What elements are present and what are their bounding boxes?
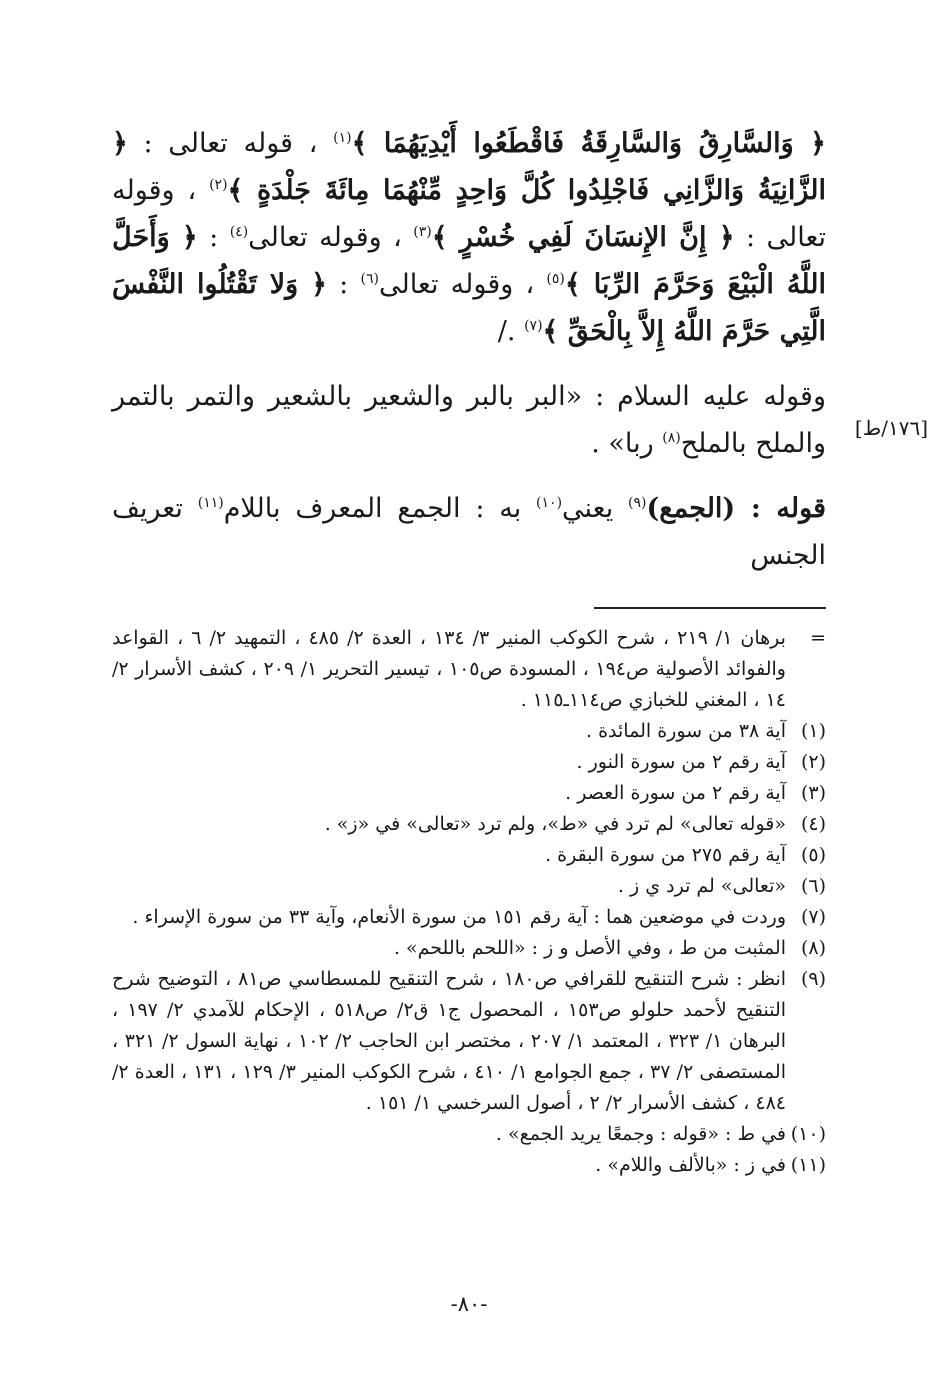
footnote-number: (٢) (800, 751, 826, 773)
footnote-number: (١) (800, 720, 826, 742)
main-text (112, 120, 826, 579)
body-text: ، وقوله تعالى (378, 269, 547, 300)
body-text: ربا» . (591, 428, 663, 459)
quote-text: ﴿ وَلا تَقْتُلُوا النَّفْسَ الَّتِي حَرَّمَ اللَّهُ إِلاَّ بِالْحَقِّ ﴾ (112, 269, 826, 347)
body-text: : (326, 269, 361, 300)
footnote-reference[interactable]: (٩) (628, 495, 647, 511)
footnote-divider (594, 607, 826, 609)
footnote-number: (٥) (800, 844, 826, 866)
footnote-number: (١٠) (790, 1123, 826, 1145)
body-text: : (197, 222, 230, 253)
footnote-item (112, 716, 826, 747)
footnote-text: «تعالى» لم ترد ي ز . (617, 875, 786, 897)
footnote-text: برهان ١/ ٢١٩ ، شرح الكوكب المنير ٣/ ١٣٤ ، العدة ٢/ ٤٨٥ ، التمهيد ٢/ ٦ ، القواعد والفوائد الأصولية ص١٩٤ ، المسودة ص١٠٥ ، تيسير التحرير ١/ ٢٠٩ ، كشف الأسرار ٢/ ١٤ ، المغني للخبازي ص١١٤ـ١١٥ . (112, 627, 786, 711)
margin-reference: [١٧٦/ط] (854, 416, 928, 440)
footnote-reference[interactable]: (٧) (524, 318, 543, 334)
footnotes-list (112, 623, 826, 1181)
footnote-item (112, 1119, 826, 1150)
footnote-text: انظر : شرح التنقيح للقرافي ص١٨٠ ، شرح التنقيح للمسطاسي ص٨١ ، التوضيح شرح التنقيح لأحمد حلولو ص١٥٣ ، المحصول ج١ ق٢/ ص٥١٨ ، الإحكام للآمدي ٢/ ١٩٧ ، البرهان ١/ ٣٢٣ ، المعتمد ١/ ٢٠٧ ، مختصر ابن الحاجب ٢/ ١٠٢ ، نهاية السول ٢/ ٣٢١ ، المستصفى ٢/ ٣٧ ، جمع الجوامع ١/ ٤١٠ ، شرح الكوكب المنير ٣/ ١٢٩ ، ١٣١ ، العدة ٢/ ٤٨٤ ، كشف الأسرار ٢/ ٢ ، أصول السرخسي ١/ ١٥١ . (112, 968, 787, 1114)
footnote-text: المثبت من ط ، وفي الأصل و ز : «اللحم باللحم» . (393, 937, 786, 959)
footnote-text: آية رقم ٢ من سورة العصر . (565, 782, 786, 804)
body-text: ، قوله تعالى : (127, 128, 334, 159)
footnote-item (112, 902, 826, 933)
footnote-reference[interactable]: (١١) (197, 495, 224, 511)
footnote-number: (٨) (800, 937, 826, 959)
footnote-reference[interactable]: (٨) (662, 430, 681, 446)
footnote-reference[interactable]: (٦) (360, 271, 379, 287)
quote-text: ﴿ الزَّانِيَةُ وَالزَّانِي فَاجْلِدُوا كُلَّ وَاحِدٍ مِّنْهُمَا مِائَةَ جَلْدَةٍ ﴾ (112, 128, 826, 206)
footnote-item (112, 871, 826, 902)
paragraph-1 (112, 120, 826, 355)
footnote-reference[interactable]: (٣) (413, 224, 432, 240)
footnote-number: (٣) (800, 782, 826, 804)
footnote-number: (١١) (790, 1154, 826, 1176)
footnote-number: (٧) (800, 906, 826, 928)
quote-text: ﴿ وَأَحَلَّ اللَّهُ الْبَيْعَ وَحَرَّمَ الرِّبَا ﴾ (112, 222, 827, 300)
paragraph-3 (112, 485, 826, 579)
footnote-item (112, 778, 826, 809)
footnote-item (112, 933, 826, 964)
footnote-item (112, 809, 826, 840)
footnote-text: آية رقم ٢ من سورة النور . (576, 751, 786, 773)
footnote-reference[interactable]: (١) (333, 130, 352, 146)
footnote-number: (٤) (800, 813, 826, 835)
footnote-text: وردت في موضعين هما : آية رقم ١٥١ من سورة الأنعام، وآية ٣٣ من سورة الإسراء . (132, 906, 786, 928)
footnote-reference[interactable]: (٤) (229, 224, 249, 240)
footnote-text: آية رقم ٢٧٥ من سورة البقرة . (545, 844, 786, 866)
quote-text: ﴿ إِنَّ الإِنسَانَ لَفِي خُسْرٍ ﴾ (431, 222, 735, 253)
footnote-item (112, 964, 826, 1119)
body-text: يعني (562, 493, 629, 524)
body-text: ، وقوله تعالى (248, 222, 414, 253)
footnote-number: (٦) (800, 875, 826, 897)
footnote-text: آية ٣٨ من سورة المائدة . (586, 720, 786, 742)
footnote-text: «قوله تعالى» لم ترد في «ط»، ولم ترد «تعالى» في «ز» . (324, 813, 786, 835)
footnote-number: (٩) (800, 968, 826, 990)
book-page (112, 120, 928, 1316)
footnote-text: في ط : «قوله : وجمعًا يريد الجمع» . (495, 1123, 786, 1145)
footnote-number: = (810, 627, 826, 649)
footnote-text: في ز : «بالألف واللام» . (595, 1154, 786, 1176)
body-text: ./ (497, 316, 525, 347)
page-number: -٨٠- (450, 1292, 488, 1316)
footnote-item (112, 623, 826, 716)
quote-text: قوله : (الجمع) (646, 493, 826, 524)
footnote-reference[interactable]: (٢) (209, 177, 228, 193)
footnote-item (112, 1150, 826, 1181)
footnote-reference[interactable]: (٥) (546, 271, 565, 287)
paragraph-2 (112, 373, 826, 467)
body-text: تعريف الجنس (112, 493, 826, 571)
quote-text: ﴿ وَالسَّارِقُ وَالسَّارِقَةُ فَاقْطَعُوا أَيْدِيَهُمَا ﴾ (351, 128, 826, 159)
footnote-reference[interactable]: (١٠) (536, 495, 563, 511)
body-text: وقوله عليه السلام : «البر بالبر والشعير بالشعير والتمر بالتمر والملح بالملح (112, 381, 826, 459)
footnote-item (112, 840, 826, 871)
footnote-item (112, 747, 826, 778)
body-text: ، وقوله تعالى : (112, 175, 826, 253)
body-text: به : الجمع المعرف باللام (223, 493, 537, 524)
